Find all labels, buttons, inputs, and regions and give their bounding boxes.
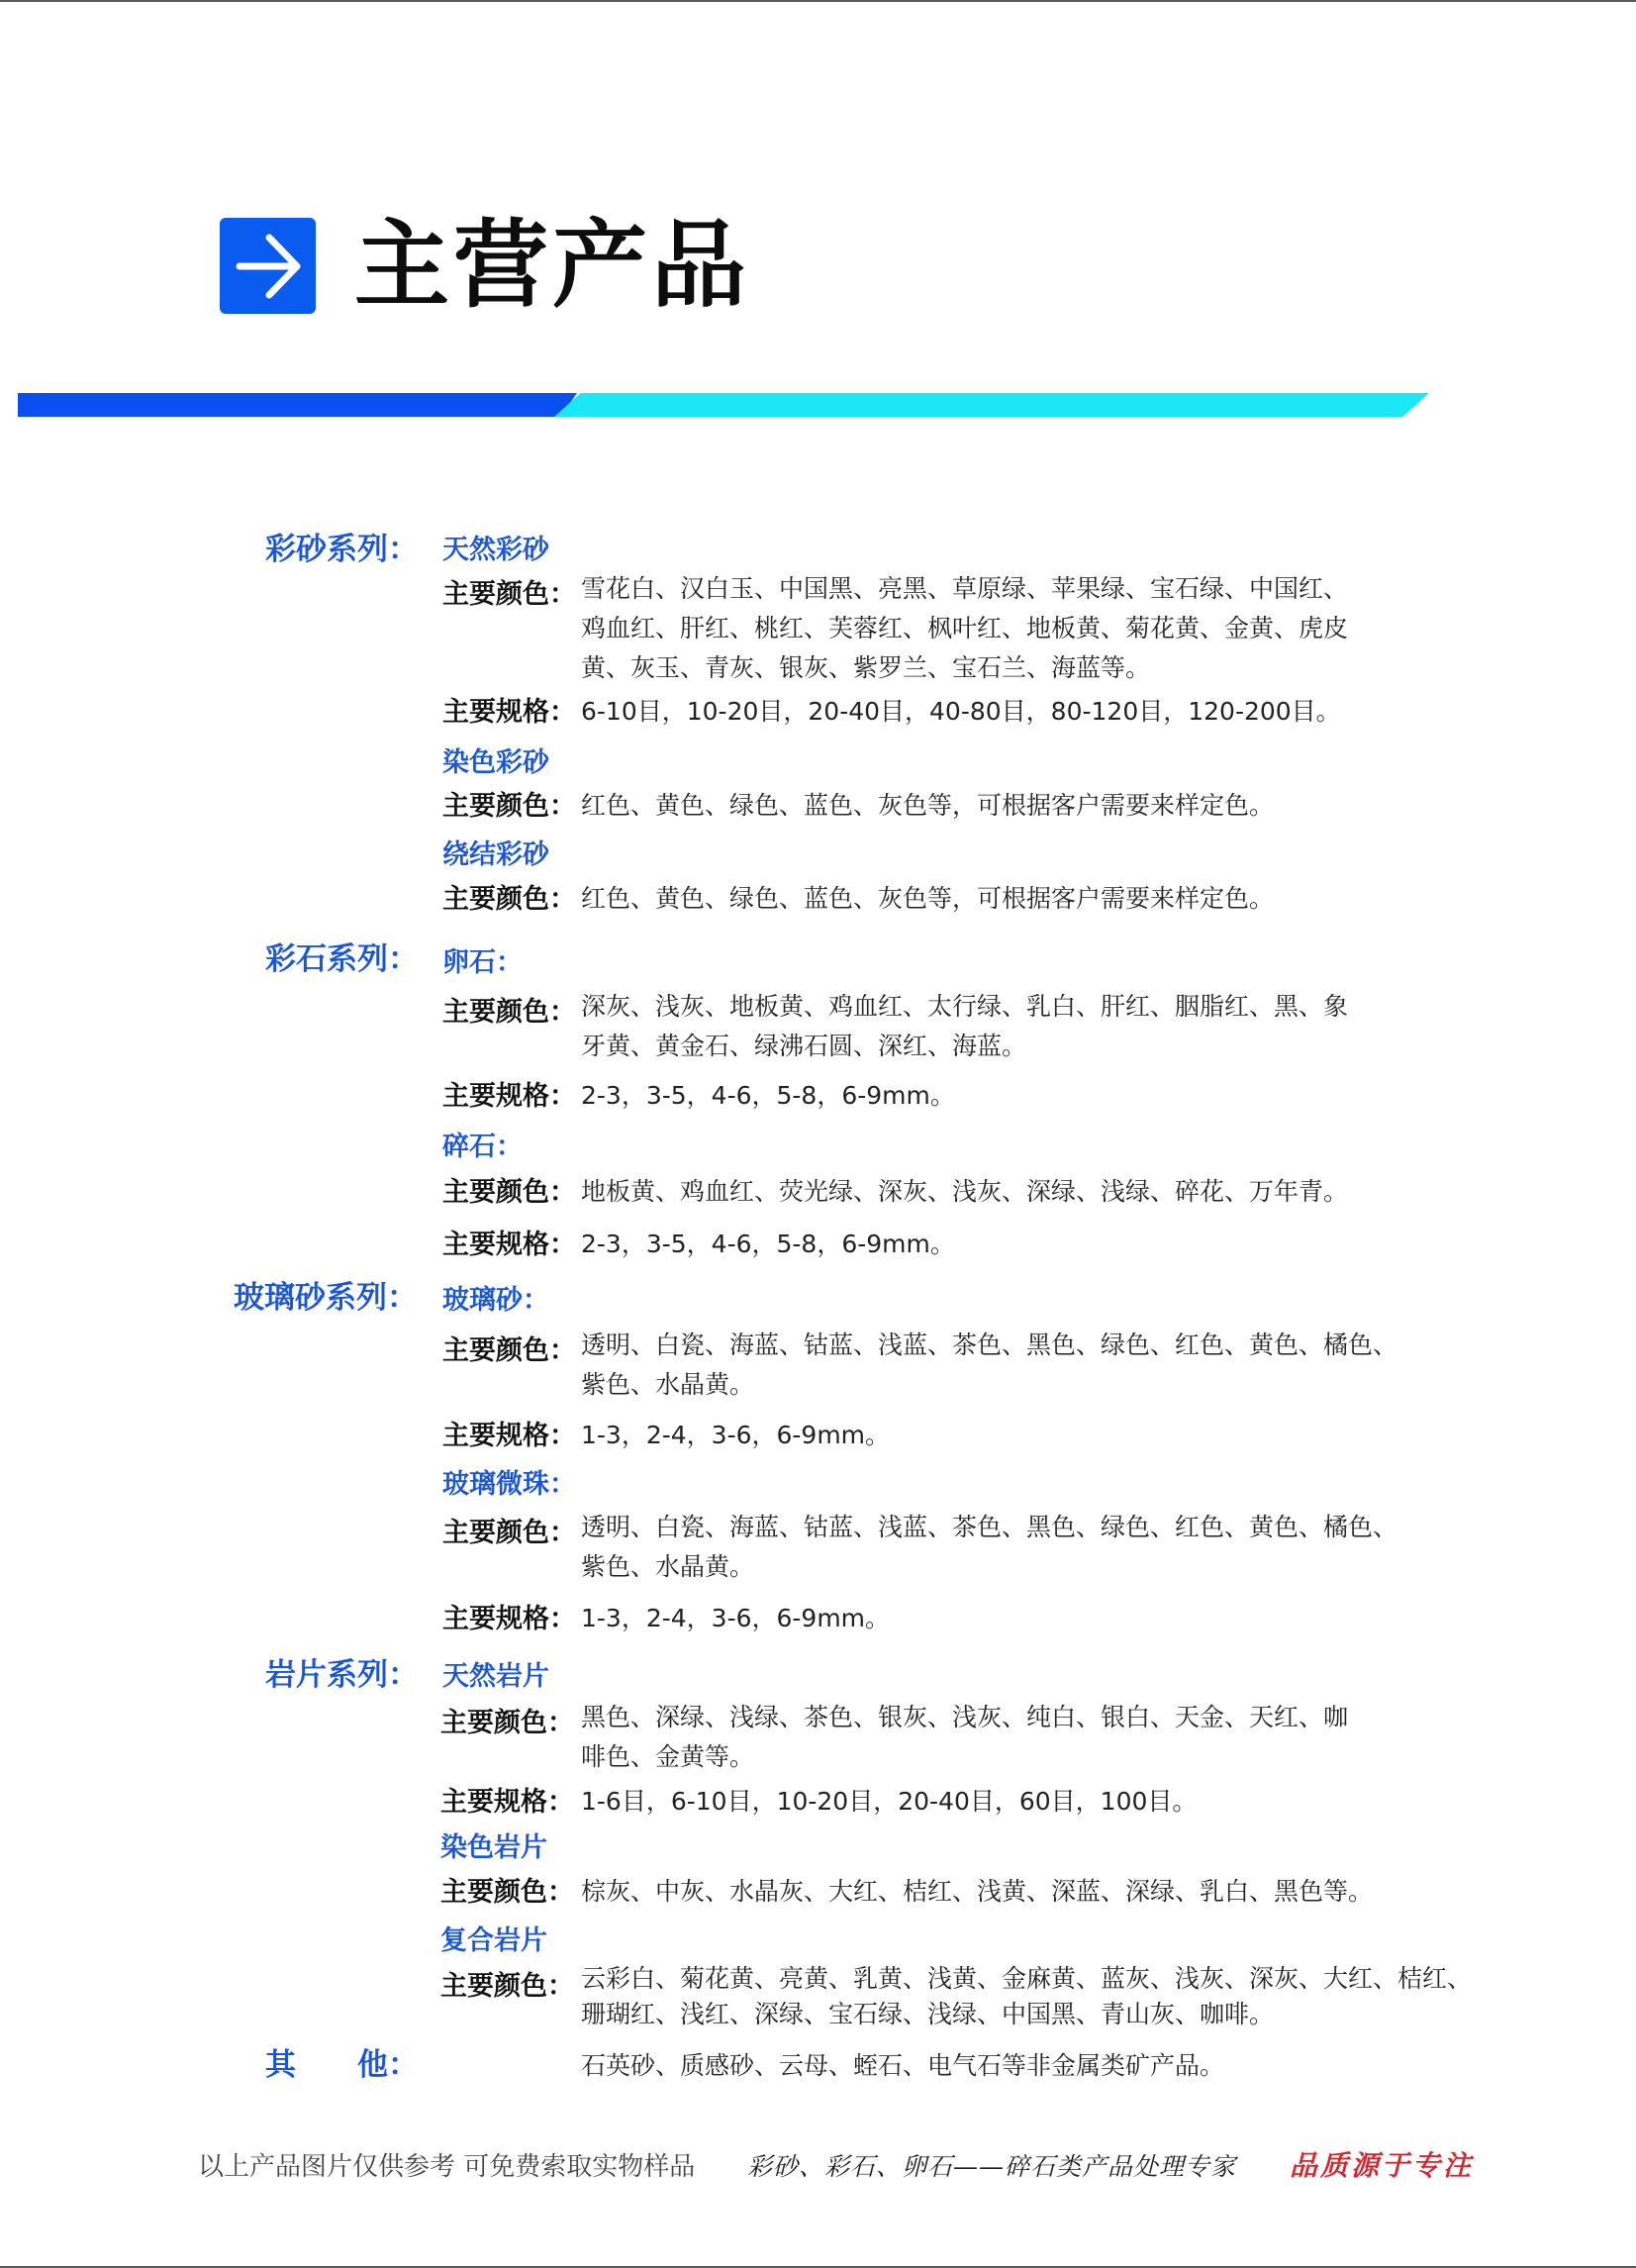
yanpian-ranse-colors: 棕灰、中灰、水晶灰、大红、桔红、浅黄、深蓝、深绿、乳白、黑色等。 xyxy=(581,1877,1374,1906)
arrow-right-icon xyxy=(220,218,316,314)
caisha-shaojie-colors: 红色、黄色、绿色、蓝色、灰色等，可根据客户需要来样定色。 xyxy=(581,884,1275,913)
caisha-tianran-spec: 6-10目，10-20目，20-40目，40-80目，80-120目，120-200目。 xyxy=(581,697,1341,726)
caisha-shaojie-title: 绕结彩砂 xyxy=(442,839,549,870)
caisha-ranse-colors: 红色、黄色、绿色、蓝色、灰色等，可根据客户需要来样定色。 xyxy=(581,791,1275,820)
footer-note: 以上产品图片仅供参考 可免费索取实物样品 xyxy=(198,2152,696,2182)
bolisha-bolisha-spec: 1-3，2-4，3-6，6-9mm。 xyxy=(581,1421,891,1449)
caisha-tianran-color-label: 主要颜色： xyxy=(442,579,576,610)
yanpian-fuhe-color-label: 主要颜色： xyxy=(440,1971,574,2002)
yanpian-tianran-spec-label: 主要规格： xyxy=(440,1787,574,1818)
bolisha-weizhu-spec-label: 主要规格： xyxy=(442,1604,576,1634)
caisha-shaojie-color-label: 主要颜色： xyxy=(442,884,576,915)
caishi-luanshi-spec-label: 主要规格： xyxy=(442,1081,576,1112)
bolisha-weizhu-spec: 1-3，2-4，3-6，6-9mm。 xyxy=(581,1604,891,1632)
header-bar-cyan xyxy=(554,393,1429,417)
caishi-suishi-color-label: 主要颜色： xyxy=(442,1177,576,1208)
caishi-luanshi-colors: 深灰、浅灰、地板黄、鸡血红、太行绿、乳白、肝红、胭脂红、黑、象 牙黄、黄金石、绿沸石圆、深红、海蓝。 xyxy=(581,992,1349,1060)
series-bolisha-heading: 玻璃砂系列： xyxy=(234,1280,418,1316)
yanpian-ranse-color-label: 主要颜色： xyxy=(440,1877,574,1908)
series-caisha-heading: 彩砂系列： xyxy=(265,532,419,567)
bolisha-weizhu-colors: 透明、白瓷、海蓝、钴蓝、浅蓝、茶色、黑色、绿色、红色、黄色、橘色、 紫色、水晶黄。 xyxy=(581,1513,1398,1581)
caishi-luanshi-spec: 2-3，3-5，4-6，5-8，6-9mm。 xyxy=(581,1081,955,1110)
caishi-suishi-title: 碎石： xyxy=(442,1132,523,1162)
caisha-ranse-color-label: 主要颜色： xyxy=(442,791,576,822)
yanpian-tianran-spec: 1-6目，6-10目，10-20目，20-40目，60目，100目。 xyxy=(581,1787,1198,1816)
bolisha-weizhu-title: 玻璃微珠： xyxy=(442,1469,576,1500)
top-border xyxy=(0,0,1636,2)
header-bar-blue xyxy=(18,393,577,417)
page-title: 主营产品 xyxy=(354,210,750,321)
caishi-suishi-spec: 2-3，3-5，4-6，5-8，6-9mm。 xyxy=(581,1230,955,1258)
series-other-heading: 其 他： xyxy=(265,2047,419,2083)
series-caishi-heading: 彩石系列： xyxy=(265,941,419,977)
caishi-suishi-colors: 地板黄、鸡血红、荧光绿、深灰、浅灰、深绿、浅绿、碎花、万年青。 xyxy=(581,1177,1349,1206)
caishi-luanshi-title: 卵石： xyxy=(442,947,523,978)
bolisha-weizhu-color-label: 主要颜色： xyxy=(442,1518,576,1548)
caisha-tianran-spec-label: 主要规格： xyxy=(442,697,576,728)
yanpian-tianran-colors: 黑色、深绿、浅绿、茶色、银灰、浅灰、纯白、银白、天金、天红、咖 啡色、金黄等。 xyxy=(581,1703,1349,1771)
bolisha-bolisha-spec-label: 主要规格： xyxy=(442,1421,576,1451)
series-yanpian-heading: 岩片系列： xyxy=(265,1657,419,1693)
caisha-tianran-title: 天然彩砂 xyxy=(442,535,549,565)
caishi-luanshi-color-label: 主要颜色： xyxy=(442,997,576,1028)
caisha-ranse-title: 染色彩砂 xyxy=(442,747,549,778)
yanpian-tianran-color-label: 主要颜色： xyxy=(440,1708,574,1738)
bolisha-bolisha-colors: 透明、白瓷、海蓝、钴蓝、浅蓝、茶色、黑色、绿色、红色、黄色、橘色、 紫色、水晶黄。 xyxy=(581,1331,1398,1399)
yanpian-ranse-title: 染色岩片 xyxy=(440,1832,547,1863)
footer-slogan: 彩砂、彩石、卵石——碎石类产品处理专家 xyxy=(747,2152,1237,2181)
footer-motto: 品质源于专注 xyxy=(1290,2149,1475,2182)
caishi-suishi-spec-label: 主要规格： xyxy=(442,1230,576,1260)
yanpian-fuhe-colors: 云彩白、菊花黄、亮黄、乳黄、浅黄、金麻黄、蓝灰、浅灰、深灰、大红、桔红、 珊瑚红、浅红、深绿、宝石绿、浅绿、中国黑、青山灰、咖啡。 xyxy=(581,1964,1473,2028)
bolisha-bolisha-color-label: 主要颜色： xyxy=(442,1335,576,1366)
yanpian-tianran-title: 天然岩片 xyxy=(442,1661,549,1692)
other-text: 石英砂、质感砂、云母、蛭石、电气石等非金属类矿产品。 xyxy=(581,2051,1225,2080)
bolisha-bolisha-title: 玻璃砂： xyxy=(442,1285,549,1316)
caisha-tianran-colors: 雪花白、汉白玉、中国黑、亮黑、草原绿、苹果绿、宝石绿、中国红、 鸡血红、肝红、桃红、芙蓉红、枫叶红、地板黄、菊花黄、金黄、虎皮 黄、灰玉、青灰、银灰、紫罗兰、宝石兰、海蓝等。 xyxy=(581,574,1349,682)
yanpian-fuhe-title: 复合岩片 xyxy=(440,1925,547,1956)
